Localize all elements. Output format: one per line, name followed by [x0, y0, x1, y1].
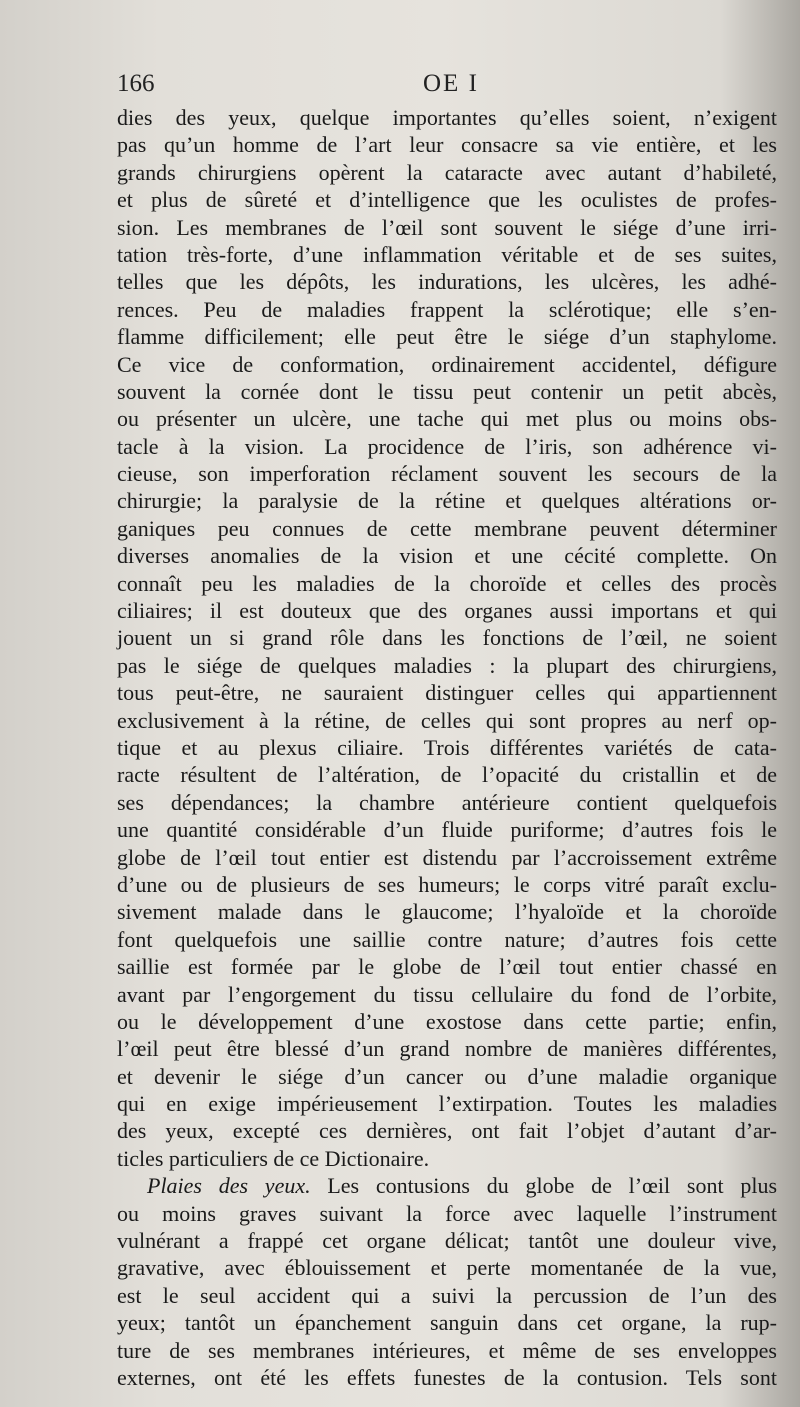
- text-line: ticles particuliers de ce Dictionaire.: [117, 1145, 430, 1171]
- text-line: tacle à la vision. La procidence de l’iris, son adhérence vi-: [117, 433, 777, 459]
- text-line: une quantité considérable d’un fluide puriforme; d’autres fois le: [117, 817, 777, 843]
- body-text: [117, 104, 777, 1391]
- text-line: exclusivement à la rétine, de celles qui sont propres au nerf op-: [117, 707, 777, 733]
- text-line: telles que les dépôts, les indurations, les ulcères, les adhé-: [117, 269, 777, 295]
- text-line: d’une ou de plusieurs de ses humeurs; le corps vitré paraît exclu-: [117, 871, 777, 897]
- text-line: tous peut-être, ne sauraient distinguer celles qui appartiennent: [117, 680, 777, 706]
- text-line: souvent la cornée dont le tissu peut contenir un petit abcès,: [117, 378, 777, 404]
- text-line: globe de l’œil tout entier est distendu par l’accroissement extrême: [117, 844, 777, 870]
- text-line: dies des yeux, quelque importantes qu’elles soient, n’exigent: [117, 105, 777, 130]
- page-header: [117, 70, 777, 104]
- text-line: qui en exige impérieusement l’extirpation. Toutes les maladies: [117, 1091, 777, 1117]
- text-line: externes, ont été les effets funestes de la contusion. Tels sont: [117, 1364, 777, 1390]
- text-line: racte résultent de l’altération, de l’opacité du cristallin et de: [117, 762, 777, 788]
- text-line: chirurgie; la paralysie de la rétine et quelques altérations or-: [117, 488, 777, 514]
- text-line: font quelquefois une saillie contre nature; d’autres fois cette: [117, 926, 777, 952]
- text-line: ture de ses membranes intérieures, et même de ses enveloppes: [117, 1337, 777, 1363]
- text-line: ou le développement d’une exostose dans cette partie; enfin,: [117, 1008, 777, 1034]
- text-line: ganiques peu connues de cette membrane peuvent déterminer: [117, 515, 777, 541]
- section-heading-plaies: Plaies des yeux.: [147, 1173, 311, 1199]
- text-line: ou présenter un ulcère, une tache qui met plus ou moins obs-: [117, 406, 777, 432]
- text-line: avant par l’engorgement du tissu cellulaire du fond de l’orbite,: [117, 981, 777, 1007]
- text-line: et plus de sûreté et d’intelligence que les oculistes de profes-: [117, 187, 777, 213]
- text-line: ciliaires; il est douteux que des organes aussi importans et qui: [117, 598, 777, 624]
- text-line: ou moins graves suivant la force avec laquelle l’instrument: [117, 1200, 777, 1226]
- text-span: Les contusions du globe de l’œil sont plus: [310, 1173, 778, 1199]
- text-line: des yeux, excepté ces dernières, ont fait l’objet d’autant d’ar-: [117, 1118, 777, 1144]
- text-line: tation très-forte, d’une inflammation véritable et de ses suites,: [117, 241, 777, 267]
- page-number: 166: [117, 70, 155, 97]
- text-line: cieuse, son imperforation réclament souvent les secours de la: [117, 461, 777, 487]
- text-line: est le seul accident qui a suivi la percussion de l’un des: [117, 1282, 777, 1308]
- text-line: ses dépendances; la chambre antérieure contient quelquefois: [117, 789, 777, 815]
- text-line: pas qu’un homme de l’art leur consacre sa vie entière, et les: [117, 132, 777, 158]
- text-line: vulnérant a frappé cet organe délicat; tantôt une douleur vive,: [117, 1228, 777, 1254]
- text-line: yeux; tantôt un épanchement sanguin dans cet organe, la rup-: [117, 1310, 777, 1336]
- paragraph-2: [117, 1172, 777, 1391]
- text-line: connaît peu les maladies de la choroïde et celles des procès: [117, 570, 777, 596]
- text-line: gravative, avec éblouissement et perte momentanée de la vue,: [117, 1255, 777, 1281]
- text-line: flamme difficilement; elle peut être le siége d’un staphylome.: [117, 324, 777, 350]
- text-line: Ce vice de conformation, ordinairement accidentel, défigure: [117, 351, 777, 377]
- text-line: sion. Les membranes de l’œil sont souvent le siége d’une irri-: [117, 214, 777, 240]
- paragraph-1: [117, 104, 777, 1172]
- text-line: l’œil peut être blessé d’un grand nombre de manières différentes,: [117, 1036, 777, 1062]
- text-line: et devenir le siége d’un cancer ou d’une maladie organique: [117, 1063, 777, 1089]
- text-line: [117, 1172, 777, 1199]
- text-line: jouent un si grand rôle dans les fonctions de l’œil, ne soient: [117, 625, 777, 651]
- text-line: grands chirurgiens opèrent la cataracte avec autant d’habileté,: [117, 159, 777, 185]
- text-line: pas le siége de quelques maladies : la plupart des chirurgiens,: [117, 652, 777, 678]
- text-line: tique et au plexus ciliaire. Trois différentes variétés de cata-: [117, 734, 777, 760]
- running-head: OE I: [423, 70, 479, 97]
- text-line: rences. Peu de maladies frappent la sclérotique; elle s’en-: [117, 296, 777, 322]
- text-line: sivement malade dans le glaucome; l’hyaloïde et la choroïde: [117, 899, 777, 925]
- text-line: diverses anomalies de la vision et une cécité complette. On: [117, 543, 777, 569]
- text-line: saillie est formée par le globe de l’œil tout entier chassé en: [117, 954, 777, 980]
